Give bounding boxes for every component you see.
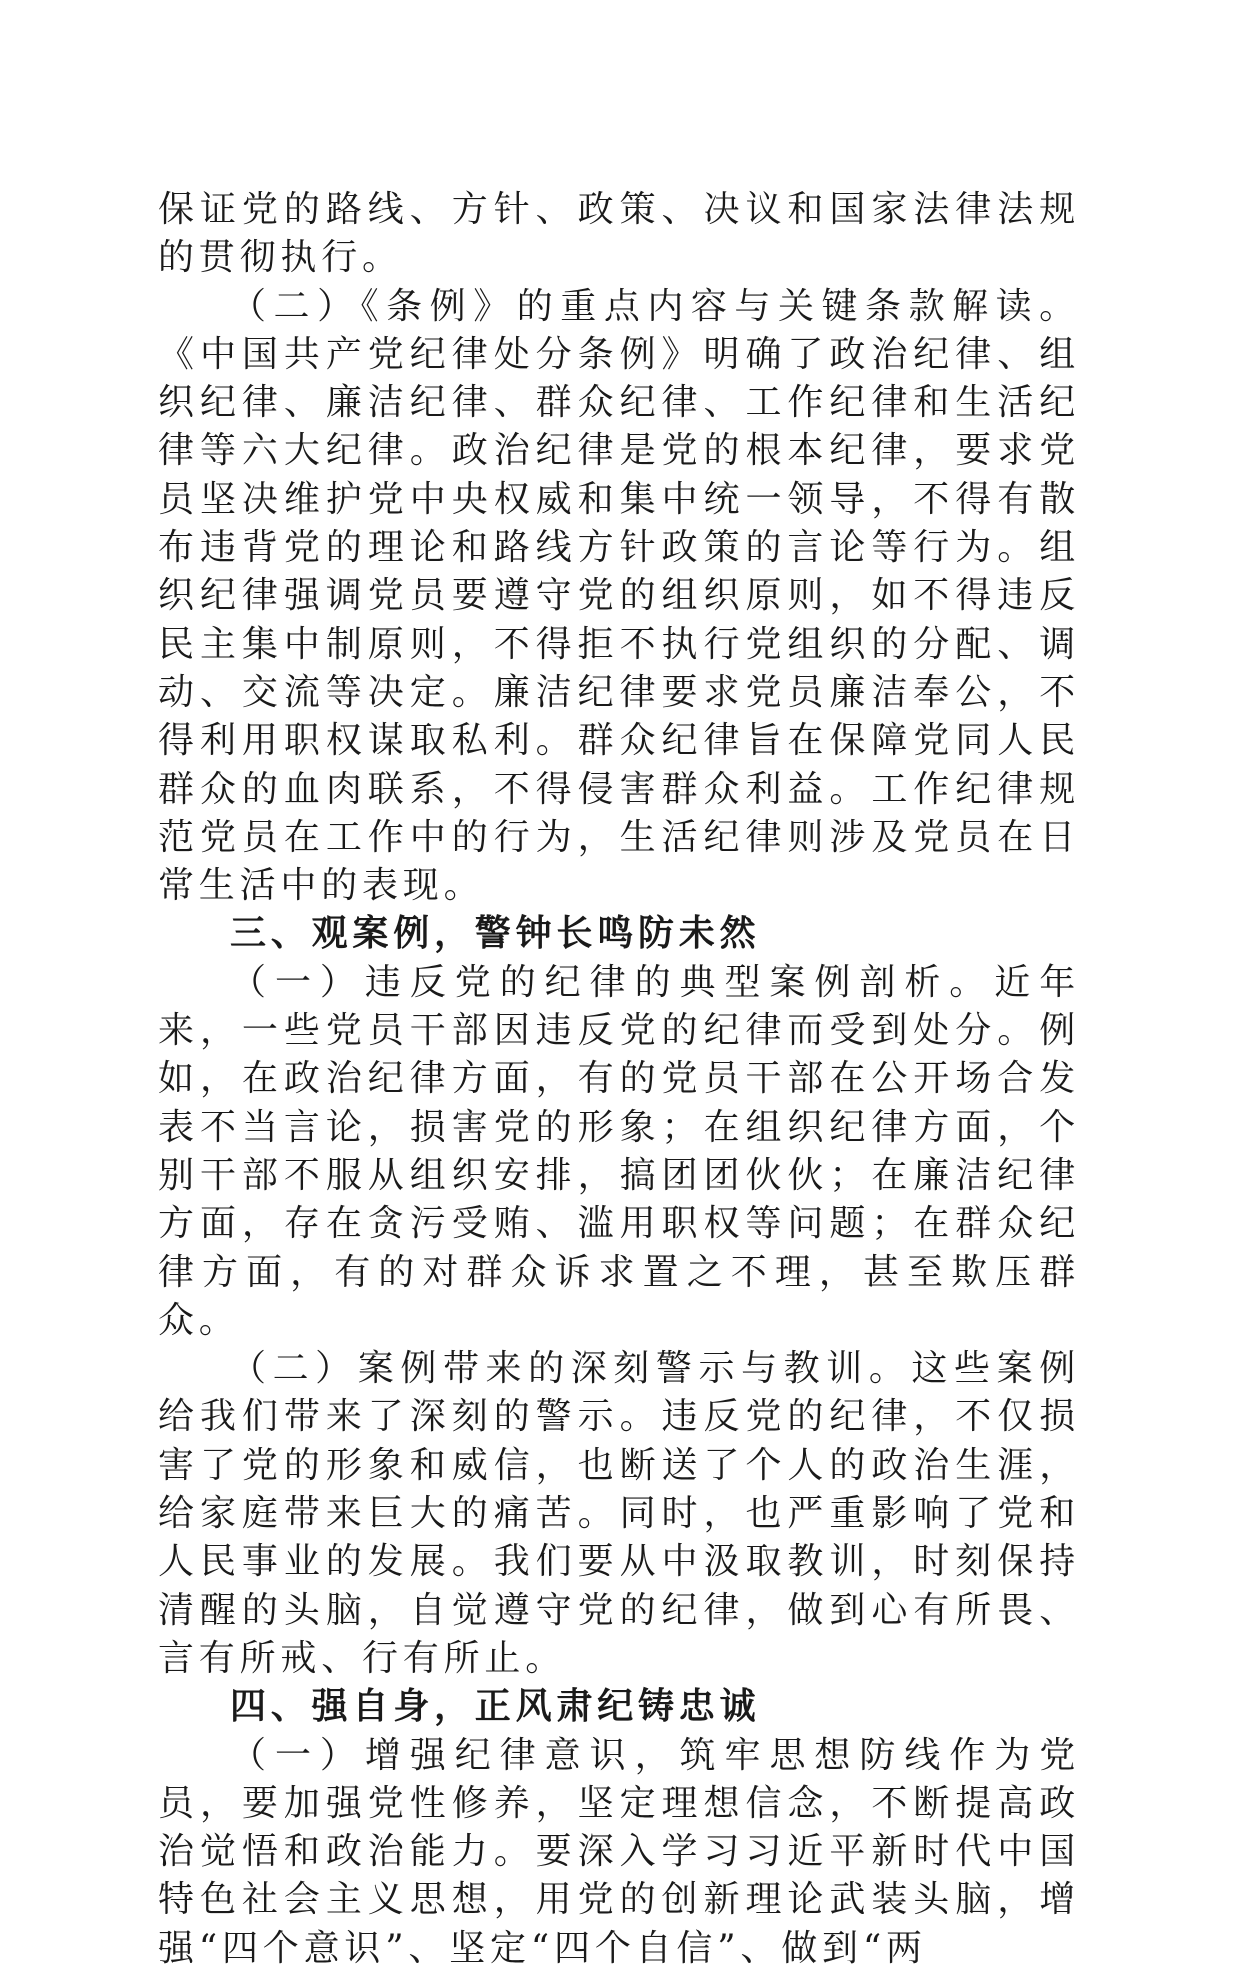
paragraph-text: 作为党员，要加强党性修养，坚定理想信念，不断提高政治觉悟和政治能力。要深入学习习近平新时代中国特色社会主义思想，用党的创新理论武装头脑，增强“四个意识”、坚定“四个自信”、做到“两	[158, 1734, 1080, 1969]
paragraph-typical-cases	[158, 959, 1080, 1345]
paragraph-warnings-lessons	[158, 1345, 1080, 1683]
paragraph-text: 这些案例给我们带来了深刻的警示。违反党的纪律，不仅损害了党的形象和威信，也断送了个人的政治生涯，给家庭带来巨大的痛苦。同时，也严重影响了党和人民事业的发展。我们要从中汲取教训，时刻保持清醒的头脑，自觉遵守党的纪律，做到心有所畏、言有所戒、行有所止。	[158, 1348, 1080, 1679]
paragraph-discipline-awareness	[158, 1732, 1080, 1973]
paragraph-regulation-interpretation	[158, 283, 1080, 911]
continuation-paragraph	[158, 186, 1080, 283]
paragraph-lead: （二）《条例》的重点内容与关键条款解读。	[230, 285, 1080, 327]
paragraph-lead: （一）违反党的纪律的典型案例剖析。	[230, 961, 995, 1003]
paragraph-lead: （二）案例带来的深刻警示与教训。	[230, 1348, 912, 1390]
paragraph-lead: （一）增强纪律意识，筑牢思想防线	[230, 1734, 950, 1776]
paragraph-text: 保证党的路线、方针、政策、决议和国家法律法规的贯彻执行。	[158, 189, 1080, 279]
paragraph-text: 近年来，一些党员干部因违反党的纪律而受到处分。例如，在政治纪律方面，有的党员干部在公开场合发表不当言论，损害党的形象；在组织纪律方面，个别干部不服从组织安排，搞团团伙伙；在廉洁纪律方面，存在贪污受贿、滥用职权等问题；在群众纪律方面，有的对群众诉求置之不理，甚至欺压群众。	[158, 961, 1080, 1341]
paragraph-text: 《中国共产党纪律处分条例》明确了政治纪律、组织纪律、廉洁纪律、群众纪律、工作纪律和生活纪律等六大纪律。政治纪律是党的根本纪律，要求党员坚决维护党中央权威和集中统一领导，不得有散布违背党的理论和路线方针政策的言论等行为。组织纪律强调党员要遵守党的组织原则，如不得违反民主集中制原则，不得拒不执行党组织的分配、调动、交流等决定。廉洁纪律要求党员廉洁奉公，不得利用职权谋取私利。群众纪律旨在保障党同人民群众的血肉联系，不得侵害群众利益。工作纪律规范党员在工作中的行为，生活纪律则涉及党员在日常生活中的表现。	[158, 333, 1080, 907]
section-heading-self-discipline: 四、强自身，正风肃纪铸忠诚	[230, 1686, 761, 1728]
document-body	[158, 186, 1080, 1973]
section-heading-cases: 三、观案例，警钟长鸣防未然	[230, 913, 761, 955]
